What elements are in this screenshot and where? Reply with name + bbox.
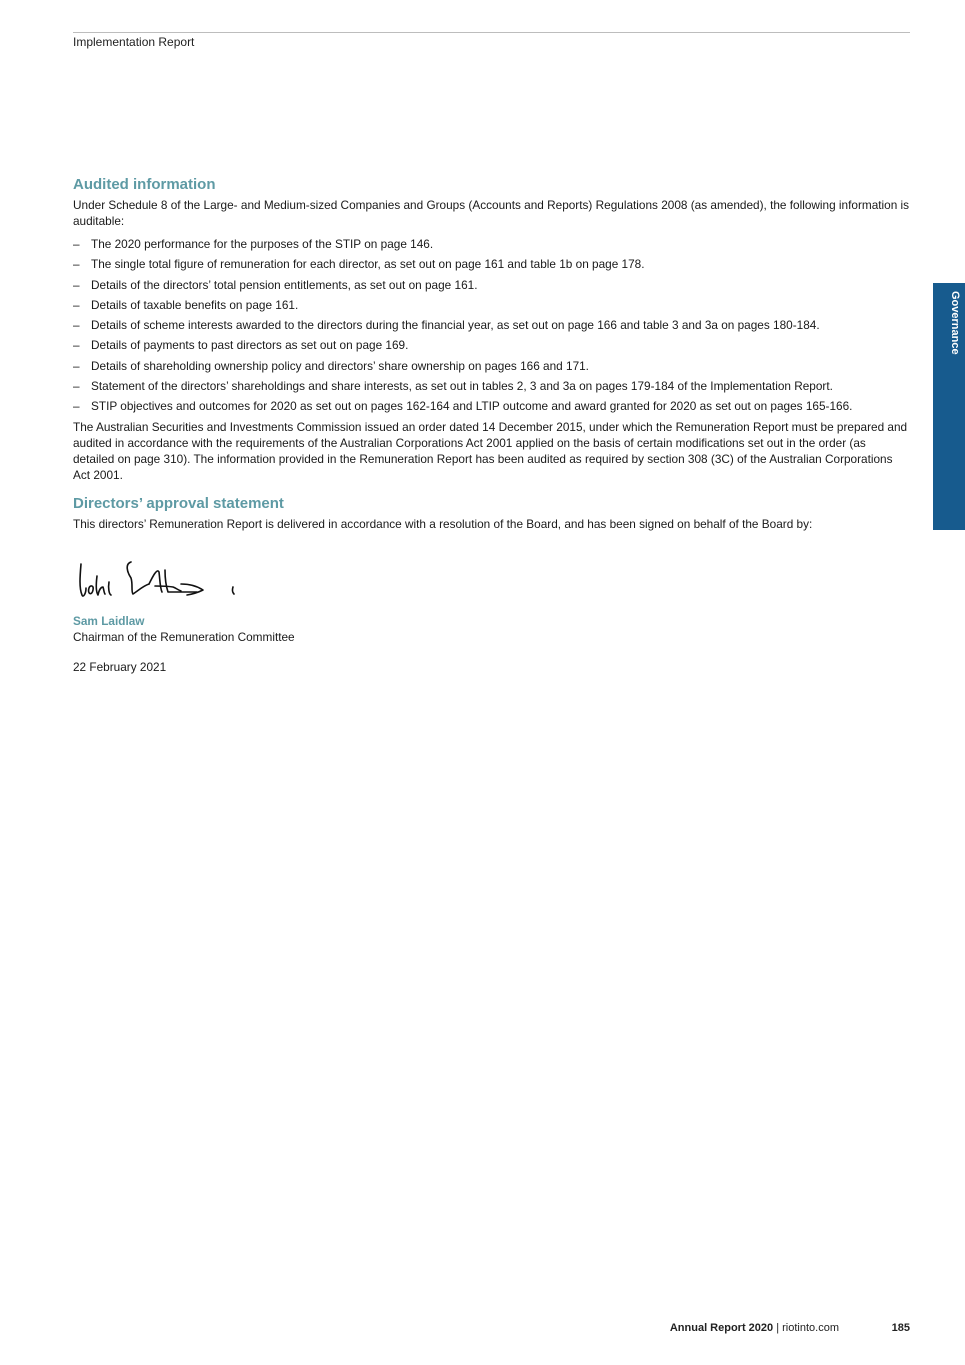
directors-approval-heading: Directors’ approval statement <box>73 495 284 513</box>
signer-name: Sam Laidlaw <box>73 614 145 629</box>
signature-date: 22 February 2021 <box>73 660 167 675</box>
footer-site-link[interactable]: riotinto.com <box>782 1322 839 1334</box>
audited-intro-paragraph: Under Schedule 8 of the Large- and Medium-sized Companies and Groups (Accounts and Reports) Regulations 2008 (as amended), the following information is auditable: <box>73 198 910 228</box>
page-number: 185 <box>891 1322 910 1334</box>
signature-image <box>73 554 253 604</box>
section-tab-label: Governance <box>949 291 961 355</box>
approval-paragraph: This directors’ Remuneration Report is delivered in accordance with a resolution of the Board, and has been signed on behalf of the Board by: <box>73 517 813 532</box>
list-item: – STIP objectives and outcomes for 2020 as set out on pages 162-164 and LTIP outcome and award granted for 2020 as set out on pages 165-166. <box>73 399 853 414</box>
running-head: Implementation Report <box>73 35 195 49</box>
list-item: – Statement of the directors’ shareholdings and share interests, as set out in tables 2, 3 and 3a on pages 179-184 of the Implementation Report. <box>73 379 833 394</box>
header-rule <box>73 32 910 33</box>
list-item: – Details of scheme interests awarded to the directors during the financial year, as set out on page 166 and table 3 and 3a on pages 180-184. <box>73 318 820 333</box>
asic-paragraph: The Australian Securities and Investments Commission issued an order dated 14 December 2015, under which the Remuneration Report must be prepared and audited in accordance with the requirements of the Australian Corporations Act 2001 applied on the basis of certain modifications set out in the order (as detailed on page 310). The information provided in the Remuneration Report has been audited as required by section 308 (3C) of the Australian Corporations Act 2001. <box>73 420 908 483</box>
list-item: – The single total figure of remuneration for each director, as set out on page 161 and table 1b on page 178. <box>73 257 645 272</box>
footer-report-title: Annual Report 2020 <box>669 1322 774 1334</box>
footer-separator: | <box>773 1322 783 1334</box>
list-item: – Details of the directors’ total pension entitlements, as set out on page 161. <box>73 277 478 292</box>
footer-report-info <box>670 1322 839 1334</box>
section-tab-governance[interactable] <box>933 283 965 530</box>
audited-information-heading: Audited information <box>73 176 216 193</box>
list-item: – Details of taxable benefits on page 161. <box>73 297 299 312</box>
main-content <box>73 176 910 675</box>
signer-title: Chairman of the Remuneration Committee <box>73 630 295 645</box>
list-item: – The 2020 performance for the purposes of the STIP on page 146. <box>73 237 434 251</box>
list-item: – Details of shareholding ownership policy and directors’ share ownership on pages 166 and 171. <box>73 358 589 373</box>
list-item: – Details of payments to past directors as set out on page 169. <box>73 338 409 353</box>
auditable-items-list <box>73 236 910 414</box>
